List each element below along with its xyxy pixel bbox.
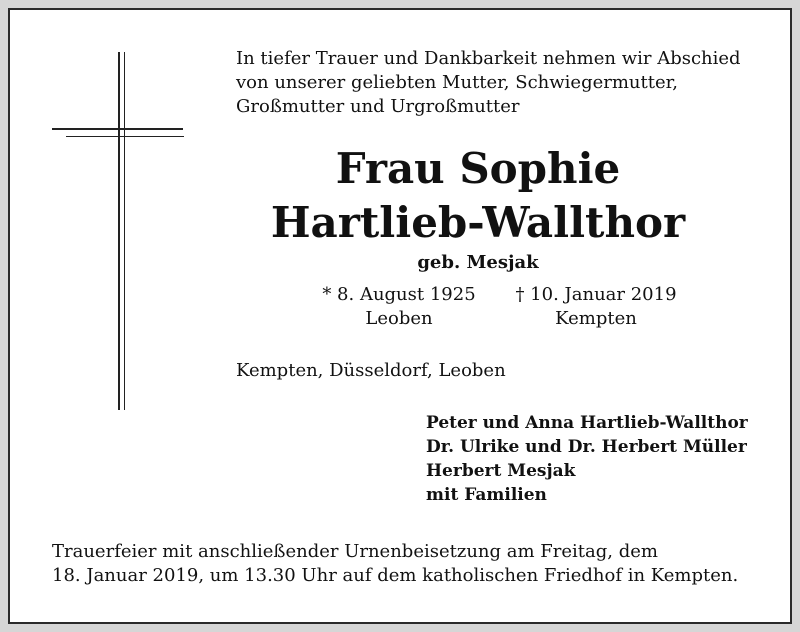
service-line: 18. Januar 2019, um 13.30 Uhr auf dem katholischen Friedhof in Kempten. xyxy=(52,565,739,586)
intro-text xyxy=(236,47,741,119)
mourner-entry: Peter und Anna Hartlieb-Wallthor xyxy=(426,413,748,433)
intro-line: In tiefer Trauer und Dankbarkeit nehmen wir Abschied xyxy=(236,48,741,69)
intro-line: Großmutter und Urgroßmutter xyxy=(236,96,520,117)
birth-date: * 8. August 1925 xyxy=(322,284,476,305)
maiden-name: geb. Mesjak xyxy=(417,252,539,273)
cross-vertical-bar xyxy=(118,52,120,410)
deceased-name-first: Frau Sophie xyxy=(335,144,621,193)
mourner-entry: Dr. Ulrike und Dr. Herbert Müller xyxy=(426,437,747,457)
locations-text: Kempten, Düsseldorf, Leoben xyxy=(236,360,506,381)
mourners-list xyxy=(426,411,748,507)
cross-horizontal-bar xyxy=(52,128,183,130)
birth-info xyxy=(296,283,502,331)
mourner-entry: mit Familien xyxy=(426,485,547,505)
intro-line: von unserer geliebten Mutter, Schwiegermutter, xyxy=(236,72,678,93)
death-place: Kempten xyxy=(555,308,637,329)
cross-horizontal-bar-thin xyxy=(66,136,184,137)
mourner-entry: Herbert Mesjak xyxy=(426,461,576,481)
birth-place: Leoben xyxy=(365,308,433,329)
service-line: Trauerfeier mit anschließender Urnenbeisetzung am Freitag, dem xyxy=(52,541,658,562)
cross-vertical-bar-thin xyxy=(124,52,125,410)
death-info xyxy=(488,283,704,331)
death-date: † 10. Januar 2019 xyxy=(515,284,677,305)
deceased-name-last: Hartlieb-Wallthor xyxy=(270,198,686,247)
service-info xyxy=(52,540,738,588)
